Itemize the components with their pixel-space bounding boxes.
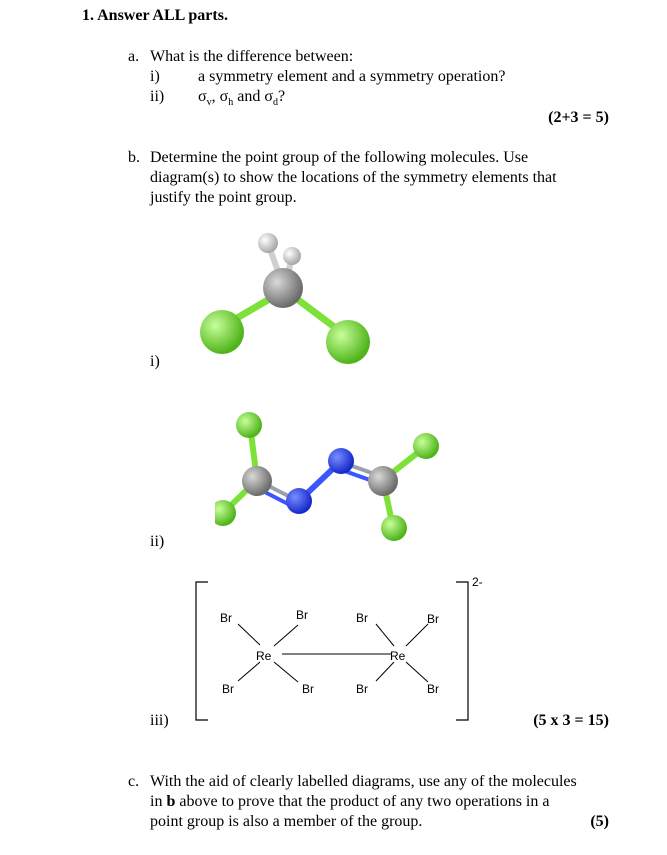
molecule-i-atom-c: [263, 268, 303, 308]
molecule-ii-atom-f-3: [413, 433, 439, 459]
question-heading: 1. Answer ALL parts.: [82, 7, 228, 24]
part-c-line-2: in b above to prove that the product of any two operations in a: [150, 793, 550, 810]
part-b-line-1: Determine the point group of the following molecules. Use: [150, 149, 529, 166]
molecule-i-atom-cl-2: [326, 320, 370, 364]
atom-re-1: Re: [256, 649, 272, 663]
atom-br-4: Br: [427, 612, 439, 626]
part-c-label: c.: [128, 773, 140, 790]
molecule-ii-atom-f-1: [236, 412, 262, 438]
part-a-item-1-num: i): [150, 68, 160, 85]
molecule-iii-label: iii): [150, 712, 169, 729]
part-a-item-2-text: $\sigma_v$, $\sigma_h$ and $\sigma_d$?: [198, 88, 286, 109]
left-bracket: [196, 582, 208, 720]
part-a-label: a.: [128, 48, 140, 65]
atom-br-3: Br: [356, 611, 368, 625]
part-a-item-2-num: ii): [150, 88, 165, 105]
molecule-ii-diagram: [215, 405, 450, 545]
molecule-ii-atom-f-4: [381, 515, 407, 541]
atom-re-2: Re: [390, 649, 406, 663]
part-b-line-2: diagram(s) to show the locations of the symmetry elements that: [150, 169, 557, 186]
part-a-prompt: What is the difference between:: [150, 48, 354, 65]
right-bracket: [456, 582, 468, 720]
part-c-line-1: With the aid of clearly labelled diagrams, use any of the molecules: [150, 773, 577, 790]
molecule-iii-diagram: [190, 570, 500, 725]
part-c-marks: (5): [590, 813, 609, 830]
atom-br-1: Br: [220, 611, 232, 625]
molecule-ii-atom-n-1: [286, 488, 312, 514]
part-b-marks: (5 x 3 = 15): [533, 712, 609, 729]
part-b-label: b.: [128, 149, 140, 166]
molecule-ii-atom-c-2: [368, 466, 398, 496]
part-b-line-3: justify the point group.: [150, 189, 297, 206]
part-a-marks: (2+3 = 5): [548, 109, 609, 126]
atom-br-7: Br: [356, 682, 368, 696]
part-c-line-3: point group is also a member of the group.: [150, 813, 423, 830]
part-a-item-1-text: a symmetry element and a symmetry operation?: [198, 68, 506, 85]
charge-label: 2-: [472, 575, 483, 589]
atom-br-5: Br: [222, 682, 234, 696]
atom-br-8: Br: [427, 682, 439, 696]
molecule-ii-label: ii): [150, 533, 165, 550]
molecule-i-label: i): [150, 353, 160, 370]
atom-br-6: Br: [302, 682, 314, 696]
molecule-ii-atom-n-2: [328, 448, 354, 474]
molecule-i-atom-cl-1: [200, 310, 244, 354]
molecule-i-diagram: [180, 220, 400, 370]
molecule-i-atom-h-1: [283, 247, 301, 265]
atom-br-2: Br: [296, 608, 308, 622]
molecule-ii-atom-c-1: [242, 466, 272, 496]
molecule-i-atom-h-2: [258, 233, 278, 253]
